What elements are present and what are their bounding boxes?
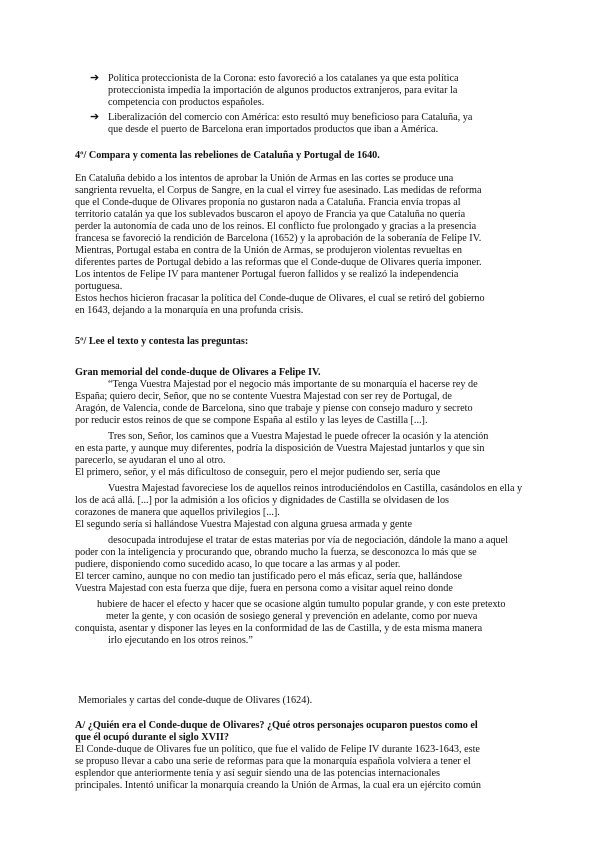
section4-line: en 1643, dejando a la monarquía en una profunda crisis. bbox=[75, 305, 304, 316]
memorial-line: irlo ejecutando en los otros reinos.” bbox=[108, 635, 253, 646]
memorial-title: Gran memorial del conde-duque de Olivares a Felipe IV. bbox=[75, 367, 321, 378]
memorial-line: en esta parte, y aunque muy diferentes, podría la disposición de Vuestra Majestad juntarlos y que sin bbox=[75, 443, 485, 454]
section4-line: sangrienta revuelta, el Corpus de Sangre, en la cual el virrey fue asesinado. Las medidas de reforma bbox=[75, 185, 482, 196]
section4-line: Estos hechos hicieron fracasar la política del Conde-duque de Olivares, el cual se retiró del gobierno bbox=[75, 293, 485, 304]
memorial-line: hubiere de hacer el efecto y hacer que se ocasione algún tumulto popular grande, y con este pretexto bbox=[97, 599, 506, 610]
question-a-line: A/ ¿Quién era el Conde-duque de Olivares? ¿Qué otros personajes ocuparon puestos como el bbox=[75, 720, 478, 731]
bullet-1-line-1: Política proteccionista de la Corona: esto favoreció a los catalanes ya que esta política bbox=[108, 73, 459, 84]
memorial-line: “Tenga Vuestra Majestad por el negocio más importante de su monarquía el hacerse rey de bbox=[108, 379, 478, 390]
memorial-line: Aragón, de Valencia, conde de Barcelona, sino que trabaje y piense con consejo maduro y secreto bbox=[75, 403, 473, 414]
memorial-line: poder con la inteligencia y procurando que, obrando mucho la fuerza, se desconozca lo más que se bbox=[75, 547, 477, 558]
memorial-line: Vuestra Majestad favoreciese los de aquellos reinos introduciéndolos en Castilla, casándolos en ella y bbox=[108, 483, 523, 494]
heading-question-5: 5º/ Lee el texto y contesta las preguntas: bbox=[75, 336, 249, 347]
memorial-line: Vuestra Majestad con esta fuerza que dije, fuera en persona como a visitar aquel reino donde bbox=[75, 583, 453, 594]
section4-line: perder la autonomía de cada uno de los reinos. El conflicto fue prolongado y gracias a la presencia bbox=[75, 221, 477, 232]
answer-a-line: El Conde-duque de Olivares fue un político, que fue el valido de Felipe IV durante 1623-1643, este bbox=[75, 744, 480, 755]
memorial-source: Memoriales y cartas del conde-duque de Olivares (1624). bbox=[78, 695, 313, 706]
section4-line: territorio catalán ya que los sublevados buscaron el apoyo de Francia ya que Cataluña no quería bbox=[75, 209, 466, 220]
heading-question-4: 4º/ Compara y comenta las rebeliones de Cataluña y Portugal de 1640. bbox=[75, 150, 380, 161]
answer-a-line: esplendor que anteriormente tenía y así seguir siendo una de las potencias internacionales bbox=[75, 768, 440, 779]
memorial-line: corazones de manera que aquellos privilegios [...]. bbox=[75, 507, 280, 518]
question-a-line: que él ocupó durante el siglo XVII? bbox=[75, 732, 229, 743]
memorial-line: El tercer camino, aunque no con medio tan justificado pero el más eficaz, sería que, hallándose bbox=[75, 571, 462, 582]
bullet-2-line-2: que desde el puerto de Barcelona eran importados productos que iban a América. bbox=[108, 124, 439, 135]
memorial-line: El primero, señor, y el más dificultoso de conseguir, pero el mejor pudiendo ser, sería que bbox=[75, 467, 441, 478]
answer-a-line: se propuso llevar a cabo una serie de reformas para que la monarquía española volviera a tener el bbox=[75, 756, 471, 767]
memorial-line: El segundo sería si hallándose Vuestra Majestad con alguna gruesa armada y gente bbox=[75, 519, 412, 530]
bullet-2-line-1: Liberalización del comercio con América: esto resultó muy beneficioso para Cataluña, ya bbox=[108, 112, 473, 123]
section4-line: Los intentos de Felipe IV para mantener Portugal fueron fallidos y se realizó la independencia bbox=[75, 269, 459, 280]
memorial-line: conquista, asentar y disponer las leyes en la conformidad de las de Castilla, y de esta misma manera bbox=[75, 623, 483, 634]
memorial-line: España; quiero decir, Señor, que no se contente Vuestra Majestad con ser rey de Portugal, de bbox=[75, 391, 452, 402]
section4-line: En Cataluña debido a los intentos de aprobar la Unión de Armas en las cortes se produce una bbox=[75, 173, 454, 184]
arrow-bullet-icon: ➔ bbox=[90, 111, 100, 123]
section4-line: francesa se favoreció la rendición de Barcelona (1652) y la aprobación de la soberanía de Felipe IV. bbox=[75, 233, 482, 244]
section4-line: Mientras, Portugal estaba en contra de la Unión de Armas, se produjeron violentas revueltas en bbox=[75, 245, 463, 256]
memorial-line: desocupada introdujese el tratar de estas materias por vía de negociación, dándole la mano a aquel bbox=[108, 535, 508, 546]
memorial-line: meter la gente, y con ocasión de sosiego general y prevención en adelante, como por nueva bbox=[106, 611, 478, 622]
answer-a-line: principales. Intentó unificar la monarquía creando la Unión de Armas, la cual era un ejército común bbox=[75, 780, 481, 791]
memorial-line: pudiere, disponiendo como sucedido acaso, lo que tocare a las armas y al poder. bbox=[75, 559, 401, 570]
section4-line: que el Conde-duque de Olivares proponía no gustaron nada a Cataluña. Francia envía tropas al bbox=[75, 197, 461, 208]
memorial-line: parecerlo, se ayudaran el uno al otro. bbox=[75, 455, 226, 466]
memorial-line: los de acá allá. [...] por la admisión a los oficios y dignidades de Castilla se olvidasen de los bbox=[75, 495, 450, 506]
bullet-1-line-2: proteccionista impedía la importación de algunos productos extranjeros, para evitar la bbox=[108, 85, 458, 96]
bullet-1-line-3: competencia con productos españoles. bbox=[108, 97, 265, 108]
arrow-bullet-icon: ➔ bbox=[90, 72, 100, 84]
section4-line: portuguesa. bbox=[75, 281, 123, 292]
section4-line: diferentes partes de Portugal debido a las reformas que el Conde-duque de Olivares quería imponer. bbox=[75, 257, 482, 268]
memorial-line: por reducir estos reinos de que se compone España al estilo y las leyes de Castilla [...]. bbox=[75, 415, 428, 426]
memorial-line: Tres son, Señor, los caminos que a Vuestra Majestad le puede ofrecer la ocasión y la atención bbox=[108, 431, 489, 442]
